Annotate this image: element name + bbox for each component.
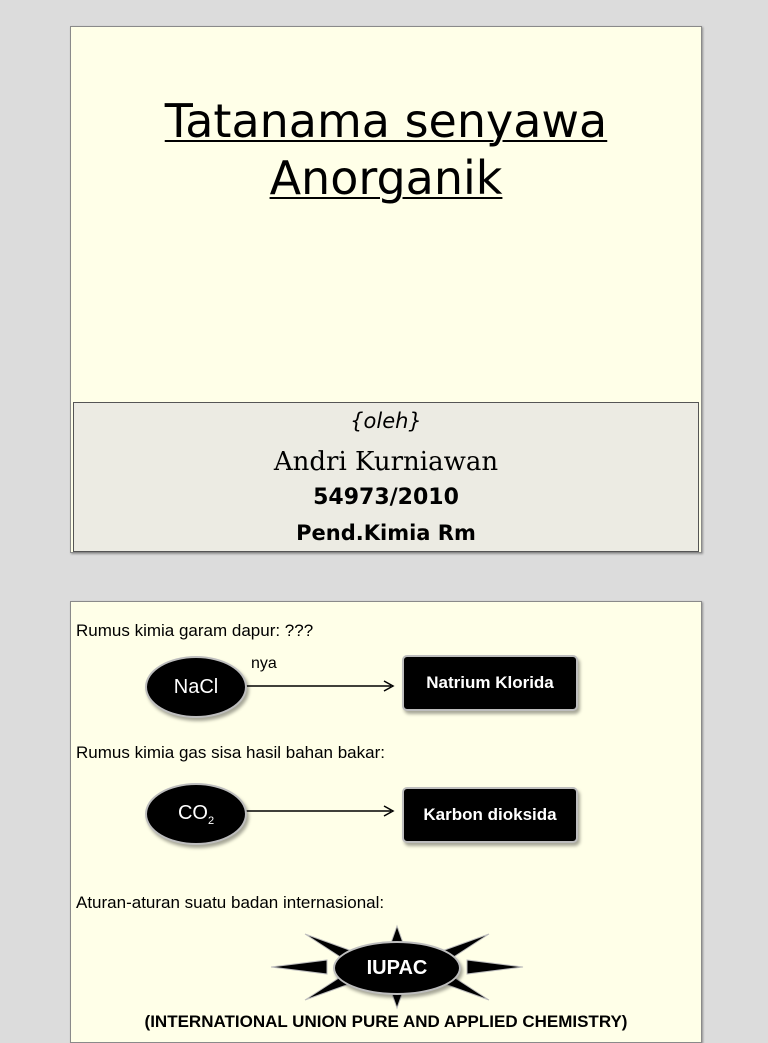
co2-name: Karbon dioksida xyxy=(423,805,557,824)
slide-title xyxy=(71,93,701,207)
title-line-1: Tatanama senyawa xyxy=(164,94,608,148)
question-salt: Rumus kimia garam dapur: ??? xyxy=(76,621,314,640)
nacl-formula: NaCl xyxy=(173,675,219,698)
title-line-2: Anorganik xyxy=(269,151,503,205)
author-name: Andri Kurniawan xyxy=(273,447,499,477)
content-slide xyxy=(70,601,702,1043)
nacl-name: Natrium Klorida xyxy=(426,673,554,692)
oleh-label: {oleh} xyxy=(350,409,422,433)
iupac-oval xyxy=(333,941,461,995)
iupac-label: IUPAC xyxy=(366,956,428,979)
iupac-fullname: (INTERNATIONAL UNION PURE AND APPLIED CHEMISTRY) xyxy=(144,1012,628,1031)
author-box xyxy=(73,402,699,552)
nacl-oval xyxy=(145,656,247,718)
student-id: 54973/2010 xyxy=(313,485,459,510)
nacl-name-box xyxy=(402,655,578,711)
question-gas: Rumus kimia gas sisa hasil bahan bakar: xyxy=(76,743,385,762)
co2-base: CO xyxy=(177,801,208,824)
co2-name-box xyxy=(402,787,578,843)
co2-oval xyxy=(145,783,247,845)
arrow-co2 xyxy=(241,799,401,823)
co2-subscript: 2 xyxy=(207,814,215,827)
co2-formula xyxy=(178,802,214,827)
arrow-nacl xyxy=(241,674,401,698)
study-program: Pend.Kimia Rm xyxy=(296,521,476,545)
title-slide xyxy=(70,26,702,553)
partial-text: nya xyxy=(251,655,277,672)
question-iupac: Aturan-aturan suatu badan internasional: xyxy=(76,893,385,912)
